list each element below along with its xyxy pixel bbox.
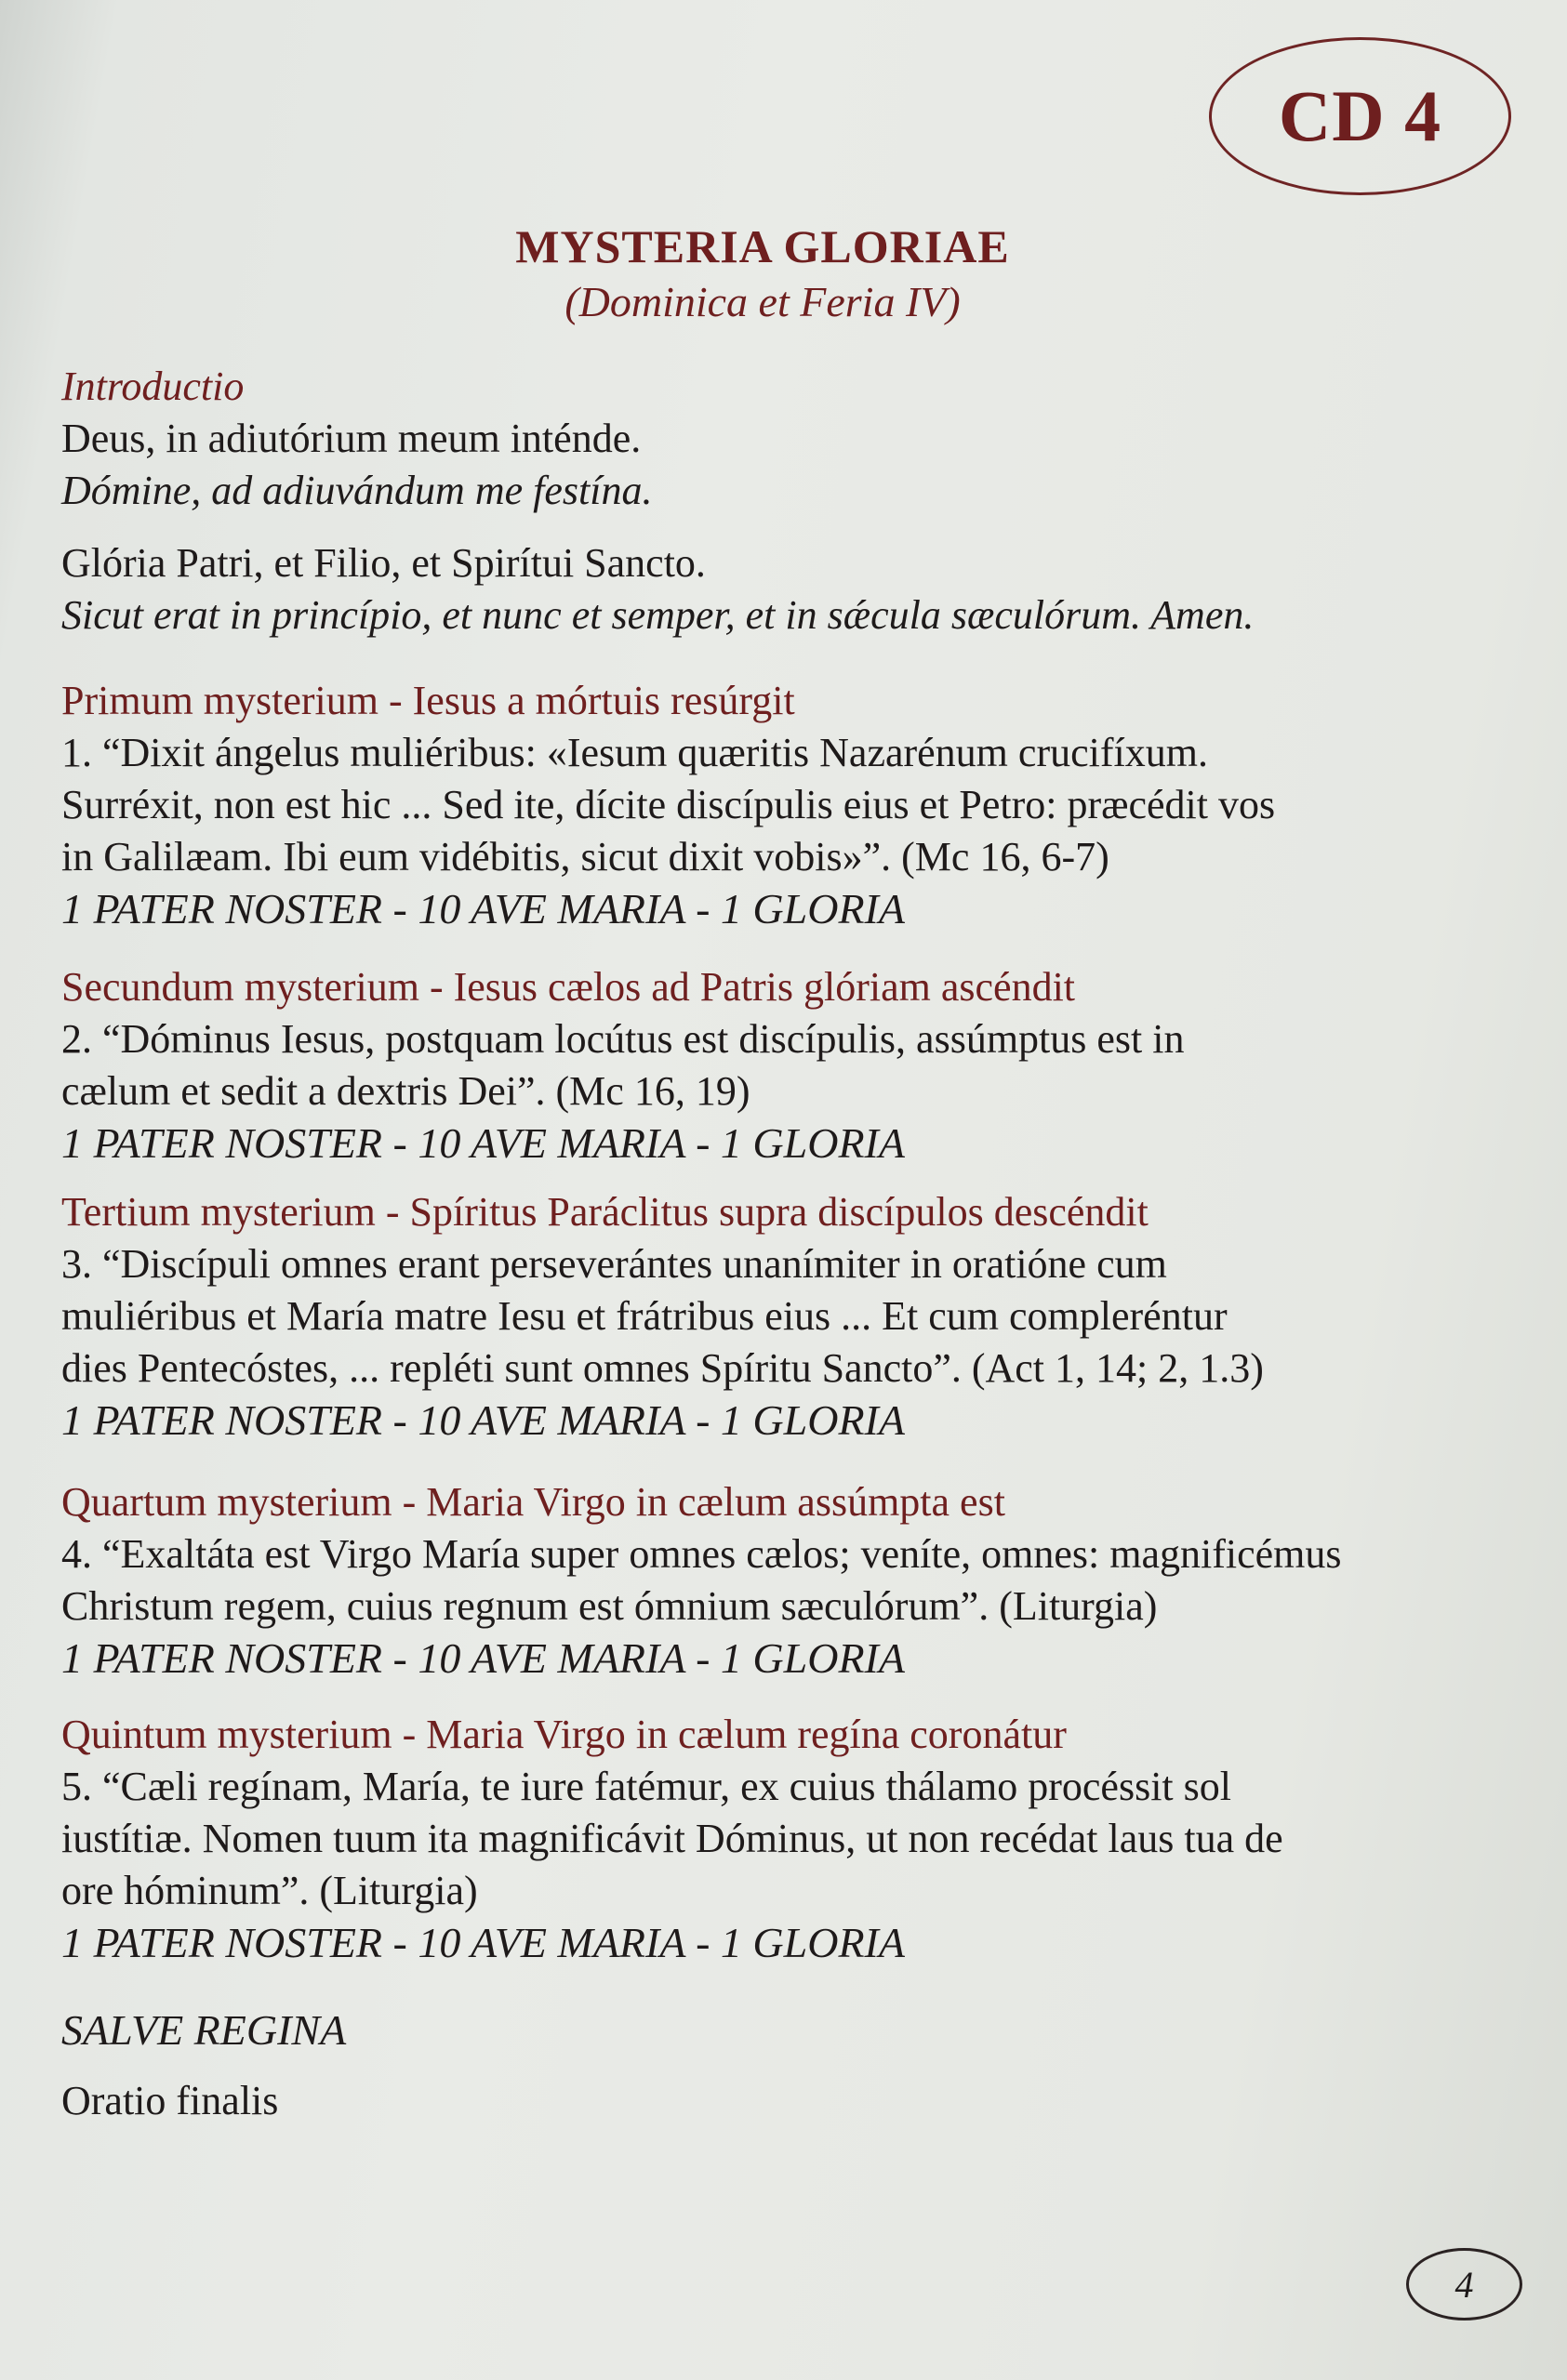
mystery-text-line: iustítiæ. Nomen tuum ita magnificávit Dóminus, ut non recédat laus tua de [61,1816,1283,1861]
mystery-1 [61,675,1494,935]
cd-badge [1209,37,1511,195]
prayer-line: 1 PATER NOSTER - 10 AVE MARIA - 1 GLORIA [61,885,905,932]
mystery-text-line: ore hóminum”. (Liturgia) [61,1868,478,1913]
mystery-text-line: in Galilæam. Ibi eum vidébitis, sicut dixit vobis»”. (Mc 16, 6-7) [61,834,1109,879]
mystery-text-line: muliéribus et María matre Iesu et frátribus eius ... Et cum compleréntur [61,1293,1228,1339]
mystery-heading: Tertium mysterium - Spíritus Paráclitus supra discípulos descéndit [61,1189,1149,1235]
mystery-text-line: 5. “Cæli regínam, María, te iure fatémur, ex cuius thálamo procéssit sol [61,1764,1231,1809]
mystery-text-line: 2. “Dóminus Iesus, postquam locútus est discípulis, assúmptus est in [61,1016,1185,1062]
intro-line: Dómine, ad adiuvándum me festína. [61,468,653,513]
mystery-heading: Quintum mysterium - Maria Virgo in cælum regína coronátur [61,1712,1067,1757]
salve-regina: SALVE REGINA [61,2006,347,2054]
mystery-5 [61,1709,1494,1969]
mystery-text-line: Surréxit, non est hic ... Sed ite, dícite discípulis eius et Petro: præcédit vos [61,782,1276,827]
mystery-text-line: dies Pentecóstes, ... repléti sunt omnes Spíritu Sancto”. (Act 1, 14; 2, 1.3) [61,1345,1264,1391]
mystery-text-line: 4. “Exaltáta est Virgo María super omnes cælos; veníte, omnes: magnificémus [61,1531,1342,1577]
intro-heading: Introductio [61,364,245,409]
intro-section [61,361,1494,641]
prayer-line: 1 PATER NOSTER - 10 AVE MARIA - 1 GLORIA [61,1919,905,1966]
page-number: 4 [1454,2263,1474,2306]
intro-line: Glória Patri, et Filio, et Spirítui Sancto. [61,540,706,586]
prayer-line: 1 PATER NOSTER - 10 AVE MARIA - 1 GLORIA [61,1119,905,1167]
prayer-line: 1 PATER NOSTER - 10 AVE MARIA - 1 GLORIA [61,1396,905,1444]
prayer-line: 1 PATER NOSTER - 10 AVE MARIA - 1 GLORIA [61,1634,905,1682]
mystery-text-line: Christum regem, cuius regnum est ómnium sæculórum”. (Liturgia) [61,1583,1158,1629]
page-subtitle: (Dominica et Feria IV) [564,278,961,325]
mystery-4 [61,1476,1494,1685]
page-number-badge [1406,2248,1522,2320]
mystery-text-line: 3. “Discípuli omnes erant perseverántes unanímiter in oratióne cum [61,1241,1167,1287]
intro-line: Deus, in adiutórium meum inténde. [61,416,642,461]
cd-label: CD 4 [1278,75,1442,156]
mystery-text-line: cælum et sedit a dextris Dei”. (Mc 16, 19) [61,1068,750,1114]
mystery-heading: Secundum mysterium - Iesus cælos ad Patris glóriam ascéndit [61,964,1076,1010]
page-title: MYSTERIA GLORIAE [515,220,1010,272]
mystery-text-line: 1. “Dixit ángelus muliéribus: «Iesum quæritis Nazarénum crucifíxum. [61,730,1208,775]
oratio-finalis: Oratio finalis [61,2078,279,2123]
mystery-2 [61,961,1494,1170]
mystery-heading: Primum mysterium - Iesus a mórtuis resúrgit [61,678,795,723]
closing-section [61,2004,1494,2127]
mystery-3 [61,1186,1494,1447]
mystery-heading: Quartum mysterium - Maria Virgo in cælum assúmpta est [61,1479,1005,1525]
intro-line: Sicut erat in princípio, et nunc et semper, et in sǽcula sæculórum. Amen. [61,592,1255,638]
